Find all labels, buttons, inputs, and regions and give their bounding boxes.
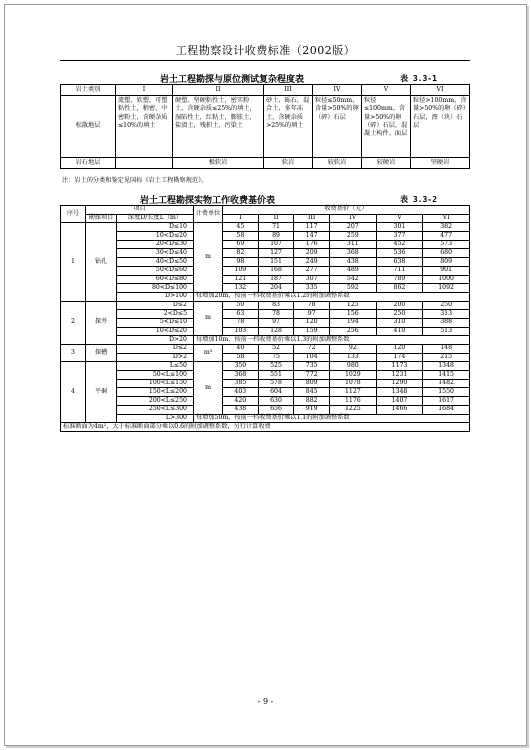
group-number: 4 <box>61 362 86 423</box>
price-cell: 71 <box>258 223 294 232</box>
price-cell: 403 <box>223 388 259 397</box>
price-cell: 120 <box>376 345 423 354</box>
price-cell: 256 <box>330 327 377 336</box>
price-cell: 151 <box>258 258 294 267</box>
fee-table <box>60 205 470 432</box>
price-cell: 250 <box>376 310 423 319</box>
price-cell: 301 <box>376 223 423 232</box>
price-cell: 127 <box>258 249 294 258</box>
price-cell: 919 <box>294 405 330 414</box>
unit-cell: m <box>194 301 223 336</box>
depth-cell: 50<D≤60 <box>117 266 194 275</box>
price-cell: 513 <box>423 327 470 336</box>
price-cell: 250 <box>423 301 470 310</box>
price-cell: 121 <box>223 275 259 284</box>
table-row <box>61 353 470 362</box>
depth-cell: 10<D≤20 <box>117 327 194 336</box>
rock-val-cell <box>116 158 173 169</box>
price-cell: 109 <box>223 266 259 275</box>
price-cell: 45 <box>223 223 259 232</box>
price-cell: 125 <box>330 301 377 310</box>
table-row <box>61 249 470 258</box>
table-row <box>61 266 470 275</box>
table-row <box>61 345 470 354</box>
depth-cell: 10<D≤20 <box>117 232 194 241</box>
unit-cell: m <box>194 362 223 414</box>
table-row <box>61 388 470 397</box>
price-cell: 1029 <box>330 371 377 380</box>
table-row <box>61 318 470 327</box>
depth-cell: 250<L≤300 <box>117 405 194 414</box>
price-cell: 1231 <box>376 371 423 380</box>
price-cell: 117 <box>294 223 330 232</box>
soil-desc-cell: 粒径>100mm、含量>50%的卵（碎）石层，漂（块）石层 <box>411 96 470 158</box>
price-cell: 176 <box>294 240 330 249</box>
price-cell: 385 <box>223 379 259 388</box>
table-row <box>61 379 470 388</box>
depth-cell: 80<D≤100 <box>117 284 194 293</box>
depth-cell: 200<L≤250 <box>117 397 194 406</box>
depth-cell: 2<D≤5 <box>117 310 194 319</box>
price-cell: 845 <box>294 388 330 397</box>
depth-cell: 150<L≤200 <box>117 388 194 397</box>
price-cell: 147 <box>294 232 330 241</box>
price-header: 收费基价（元） <box>223 206 470 215</box>
price-cell: 542 <box>330 275 377 284</box>
group-number: 2 <box>61 301 86 344</box>
price-cell: 1173 <box>376 362 423 371</box>
complexity-table <box>60 84 470 169</box>
price-cell: 174 <box>376 353 423 362</box>
table1-header-category: 岩土类别 <box>61 85 116 96</box>
price-cell: 335 <box>294 284 330 293</box>
price-cell: 1482 <box>423 379 470 388</box>
price-class-header: II <box>258 214 294 223</box>
price-cell: 711 <box>376 266 423 275</box>
table-row <box>61 405 470 414</box>
table-row <box>61 310 470 319</box>
item-header: 项目 <box>86 206 194 215</box>
rock-val-cell: 坚硬岩 <box>411 158 470 169</box>
price-cell: 63 <box>223 310 259 319</box>
table-row <box>61 327 470 336</box>
soil-desc-cell: 粒径≤100mm、含量>50%的卵（碎）石层，混凝土构件、面层 <box>362 96 411 158</box>
group-name: 探井 <box>86 301 117 344</box>
price-cell: 980 <box>330 362 377 371</box>
price-cell: 382 <box>423 223 470 232</box>
price-cell: 1348 <box>376 388 423 397</box>
price-cell: 207 <box>330 223 377 232</box>
price-cell: 78 <box>223 318 259 327</box>
group-number: 1 <box>61 223 86 301</box>
table-row <box>61 362 470 371</box>
depth-cell: 100<L≤150 <box>117 379 194 388</box>
price-cell: 58 <box>223 353 259 362</box>
soil-desc-cell: 粒径≤50mm、含量>50%的卵（碎）石层 <box>313 96 362 158</box>
price-cell: 1407 <box>376 397 423 406</box>
rock-val-cell: 较硬岩 <box>362 158 411 169</box>
price-cell: 98 <box>223 258 259 267</box>
table1-class-header: IV <box>313 85 362 96</box>
price-cell: 592 <box>330 284 377 293</box>
page-number: - 9 - <box>257 697 274 706</box>
price-cell: 438 <box>330 258 377 267</box>
price-cell: 1466 <box>376 405 423 414</box>
table1-class-header: II <box>173 85 264 96</box>
price-cell: 156 <box>330 310 377 319</box>
price-cell: 638 <box>376 258 423 267</box>
depth-cell: D>2 <box>117 353 194 362</box>
price-cell: 630 <box>258 397 294 406</box>
table-row <box>61 371 470 380</box>
unit-cell: m³ <box>194 345 223 362</box>
table-row <box>61 223 470 232</box>
price-cell: 410 <box>376 327 423 336</box>
price-cell: 72 <box>294 345 330 354</box>
price-cell: 604 <box>258 388 294 397</box>
table1-note: 注：岩土的分类和鉴定见国标《岩土工程勘察规范》。 <box>62 177 208 184</box>
table1-class-header: I <box>116 85 173 96</box>
price-cell: 133 <box>330 353 377 362</box>
table1-class-header: VI <box>411 85 470 96</box>
price-cell: 789 <box>376 275 423 284</box>
rock-label: 岩石地层 <box>61 158 116 169</box>
price-class-header: VI <box>423 214 470 223</box>
price-cell: 307 <box>294 275 330 284</box>
price-cell: 350 <box>223 362 259 371</box>
price-cell: 735 <box>294 362 330 371</box>
price-cell: 215 <box>423 353 470 362</box>
price-cell: 388 <box>423 318 470 327</box>
price-cell: 489 <box>330 266 377 275</box>
surcharge-note: 每增加20m，按前一档收费基价乘以1.2的附加调整系数 <box>194 292 470 301</box>
group-name: 平硐 <box>86 362 117 423</box>
header-rule <box>60 60 470 61</box>
price-class-header: III <box>294 214 330 223</box>
price-class-header: I <box>223 214 259 223</box>
soil-desc-cell: 流塑、软塑、可塑粘性土，稍密、中密粉土，含硬杂质≤10%的填土 <box>116 96 173 158</box>
depth-cell: 30<D≤40 <box>117 249 194 258</box>
table1-class-header: V <box>362 85 411 96</box>
price-cell: 148 <box>423 345 470 354</box>
table2-caption: 岩土工程勘探实物工作收费基价表 <box>140 196 276 206</box>
price-cell: 1550 <box>423 388 470 397</box>
price-cell: 551 <box>258 371 294 380</box>
price-cell: 452 <box>376 240 423 249</box>
price-cell: 438 <box>223 405 259 414</box>
price-cell: 50 <box>223 301 259 310</box>
price-cell: 573 <box>423 240 470 249</box>
price-cell: 92 <box>330 345 377 354</box>
price-cell: 368 <box>223 371 259 380</box>
rock-val-cell: 较软岩 <box>313 158 362 169</box>
depth-cell: 60<D≤80 <box>117 275 194 284</box>
survey-item-header: 勘探项目 <box>86 214 117 223</box>
price-cell: 1290 <box>376 379 423 388</box>
table-row <box>61 275 470 284</box>
depth-header: 深度D/长度L（m） <box>117 214 194 223</box>
price-cell: 377 <box>376 232 423 241</box>
seq-header: 序号 <box>61 206 86 223</box>
table-row <box>61 240 470 249</box>
price-cell: 107 <box>258 240 294 249</box>
price-cell: 97 <box>294 310 330 319</box>
surcharge-note: 每增加50m，按前一档收费基价乘以1.1的附加调整系数 <box>194 414 470 423</box>
price-cell: 313 <box>423 310 470 319</box>
price-cell: 204 <box>258 284 294 293</box>
price-cell: 128 <box>258 327 294 336</box>
price-cell: 809 <box>294 379 330 388</box>
depth-cell: D>100 <box>117 292 194 301</box>
table2-number: 表 3.3-2 <box>400 195 437 204</box>
price-cell: 200 <box>376 301 423 310</box>
table1-number: 表 3.3-1 <box>400 74 437 83</box>
price-cell: 477 <box>423 232 470 241</box>
soil-desc-cell: 砂土，砾石，混合土，多年冻土，含硬杂质>25%的填土 <box>264 96 313 158</box>
section-note: 标准断面为4m²，大于标准断面部分乘以0.6的附加调整系数，另行计算收费 <box>61 423 470 432</box>
group-name: 钻孔 <box>86 223 117 301</box>
price-cell: 132 <box>223 284 259 293</box>
table-row <box>61 301 470 310</box>
price-cell: 862 <box>376 284 423 293</box>
price-cell: 104 <box>294 353 330 362</box>
price-cell: 78 <box>258 310 294 319</box>
price-cell: 536 <box>376 249 423 258</box>
price-cell: 187 <box>258 275 294 284</box>
price-cell: 1415 <box>423 371 470 380</box>
group-number: 3 <box>61 345 86 362</box>
price-cell: 1684 <box>423 405 470 414</box>
price-cell: 368 <box>330 249 377 258</box>
depth-cell: 5<D≤10 <box>117 318 194 327</box>
price-cell: 69 <box>223 240 259 249</box>
price-cell: 901 <box>423 266 470 275</box>
price-cell: 120 <box>294 318 330 327</box>
depth-cell: 50<L≤100 <box>117 371 194 380</box>
price-cell: 1127 <box>330 388 377 397</box>
surcharge-note: 每增加10m，按前一档收费基价乘以1.3的附加调整系数 <box>194 336 470 345</box>
table1-class-header: III <box>264 85 313 96</box>
price-cell: 40 <box>223 345 259 354</box>
price-cell: 310 <box>376 318 423 327</box>
price-cell: 103 <box>223 327 259 336</box>
price-cell: 52 <box>258 345 294 354</box>
price-cell: 1225 <box>330 405 377 414</box>
price-cell: 194 <box>330 318 377 327</box>
depth-cell: L≤50 <box>117 362 194 371</box>
price-cell: 882 <box>294 397 330 406</box>
price-cell: 277 <box>294 266 330 275</box>
depth-cell: 40<D≤50 <box>117 258 194 267</box>
price-class-header: IV <box>330 214 377 223</box>
price-cell: 78 <box>294 301 330 310</box>
price-cell: 168 <box>258 266 294 275</box>
price-cell: 209 <box>294 249 330 258</box>
price-cell: 1617 <box>423 397 470 406</box>
price-cell: 1348 <box>423 362 470 371</box>
price-cell: 83 <box>258 301 294 310</box>
depth-cell: 20<D≤30 <box>117 240 194 249</box>
price-cell: 82 <box>223 249 259 258</box>
price-cell: 1092 <box>423 284 470 293</box>
price-cell: 1176 <box>330 397 377 406</box>
price-class-header: V <box>376 214 423 223</box>
price-cell: 159 <box>294 327 330 336</box>
price-cell: 656 <box>258 405 294 414</box>
price-cell: 89 <box>258 232 294 241</box>
depth-cell: L>300 <box>117 414 194 423</box>
price-cell: 420 <box>223 397 259 406</box>
price-cell: 75 <box>258 353 294 362</box>
price-cell: 680 <box>423 249 470 258</box>
unit-cell: m <box>194 223 223 293</box>
table-row <box>61 397 470 406</box>
price-cell: 58 <box>223 232 259 241</box>
table-row <box>61 258 470 267</box>
table-row <box>61 232 470 241</box>
soil-label: 松散地层 <box>61 96 116 158</box>
price-cell: 1000 <box>423 275 470 284</box>
rock-val-cell: 软岩 <box>264 158 313 169</box>
price-cell: 772 <box>294 371 330 380</box>
price-cell: 809 <box>423 258 470 267</box>
depth-cell: D≤2 <box>117 345 194 354</box>
table1-caption: 岩土工程勘探与原位测试复杂程度表 <box>160 75 305 85</box>
depth-cell: D>20 <box>117 336 194 345</box>
price-cell: 578 <box>258 379 294 388</box>
price-cell: 97 <box>258 318 294 327</box>
depth-cell: D≤10 <box>117 223 194 232</box>
price-cell: 525 <box>258 362 294 371</box>
depth-cell: D≤2 <box>117 301 194 310</box>
price-cell: 249 <box>294 258 330 267</box>
price-cell: 311 <box>330 240 377 249</box>
group-name: 探槽 <box>86 345 117 362</box>
page-header: 工程勘察设计收费标准（2002版） <box>175 44 356 57</box>
price-cell: 259 <box>330 232 377 241</box>
unit-header: 计费单位 <box>194 206 223 223</box>
rock-val-cell: 极软岩 <box>173 158 264 169</box>
price-cell: 1078 <box>330 379 377 388</box>
soil-desc-cell: 硬塑、坚硬粘性土，密实粉土，含硬杂质≤25%的填土，湿陷性土，红粘土，膨胀土，盐渍土，残积土，污染土 <box>173 96 264 158</box>
